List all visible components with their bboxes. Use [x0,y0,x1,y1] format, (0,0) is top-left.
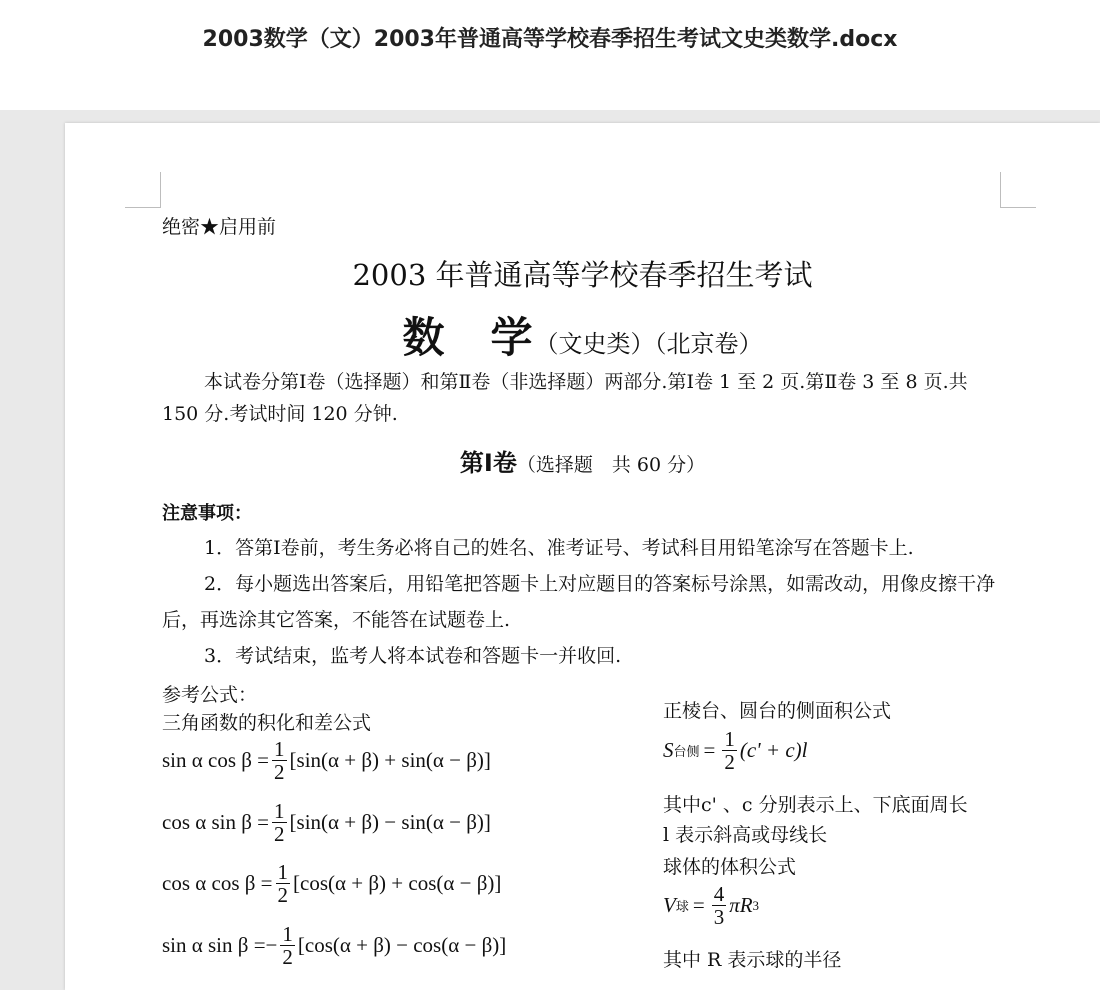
trig-formula [162,923,506,968]
superscript: 3 [752,897,760,913]
trig-formula [162,800,491,845]
fraction: $\frac{1}{2}$ [274,737,285,784]
formula-lhs: sin α sin β = [162,933,266,957]
fraction: $\frac{1}{2}$ [277,860,289,907]
fraction: $\frac{1}{2}$ [274,799,285,846]
margin-corner-mark [1000,172,1036,208]
lateral-note: l 表示斜高或母线长 [663,824,828,846]
symbol-v: V [663,893,676,917]
fraction: $\frac{4}{3}$ [713,882,725,929]
lateral-area-formula: S 台侧 = $\frac{1}{2}$ (c' + c)l [663,727,808,774]
subscript: 台侧 [673,744,700,759]
intro-paragraph: 本试卷分第Ⅰ卷（选择题）和第Ⅱ卷（非选择题）两部分.第Ⅰ卷 1 至 2 页.第Ⅱ卷 3 至 8 页.共 150 分.考试时间 120 分钟. [162,371,968,425]
formula-sign: − [265,933,278,957]
volume-label: 第Ⅰ卷 [459,449,517,477]
document-page[interactable] [65,123,1100,990]
sphere-note: 其中 R 表示球的半径 [663,949,842,971]
subject-subtitle: （文史类）（北京卷） [534,330,763,358]
volume-description: （选择题 共 60 分） [516,454,706,476]
exam-title: 2003 年普通高等学校春季招生考试 [352,258,813,292]
formula-rhs: [cos(α + β) − cos(α − β)] [297,933,507,957]
formula-rhs: [sin(α + β) + sin(α − β)] [289,748,491,772]
margin-corner-mark [125,172,161,208]
subject-name: 数 学 [402,313,535,362]
notice-item: 3．考试结束，监考人将本试卷和答题卡一并收回. [204,645,622,667]
formula-lhs: cos α sin β = [162,810,270,834]
trig-heading: 三角函数的积化和差公式 [162,712,372,734]
lateral-note: 其中c' 、c 分别表示上、下底面周长 [663,794,968,816]
fraction: $\frac{1}{2}$ [724,727,735,774]
lateral-area-heading: 正棱台、圆台的侧面积公式 [663,700,892,722]
notice-item: 1．答第Ⅰ卷前，考生务必将自己的姓名、准考证号、考试科目用铅笔涂写在答题卡上. [204,537,914,559]
sphere-volume-formula: V 球 = $\frac{4}{3}$ πR 3 [663,882,760,929]
volume-heading [65,443,1100,478]
formula-lhs: sin α cos β = [162,748,270,772]
symbol-s: S [663,738,674,762]
formula-rhs: [cos(α + β) + cos(α − β)] [293,871,502,895]
formula-rhs: (c' + c)l [739,738,808,762]
secret-label: 绝密★启用前 [162,216,277,238]
formula-rhs: πR [729,893,753,917]
reference-heading: 参考公式： [162,684,258,706]
document-title: 2003数学（文）2003年普通高等学校春季招生考试文史类数学.docx [202,27,898,52]
title-bar [0,0,1100,110]
formula-rhs: [sin(α + β) − sin(α − β)] [289,810,491,834]
trig-formula [162,738,491,783]
notice-heading: 注意事项： [162,503,252,524]
subject-heading [65,305,1100,365]
fraction: $\frac{1}{2}$ [282,922,293,969]
trig-formula [162,861,501,906]
formula-lhs: cos α cos β = [162,871,273,895]
sphere-heading: 球体的体积公式 [663,856,797,878]
notice-item: 2．每小题选出答案后，用铅笔把答题卡上对应题目的答案标号涂黑，如需改动，用像皮擦干净后，再选涂其它答案，不能答在试题卷上. [162,573,996,631]
subscript: 球 [675,899,689,914]
